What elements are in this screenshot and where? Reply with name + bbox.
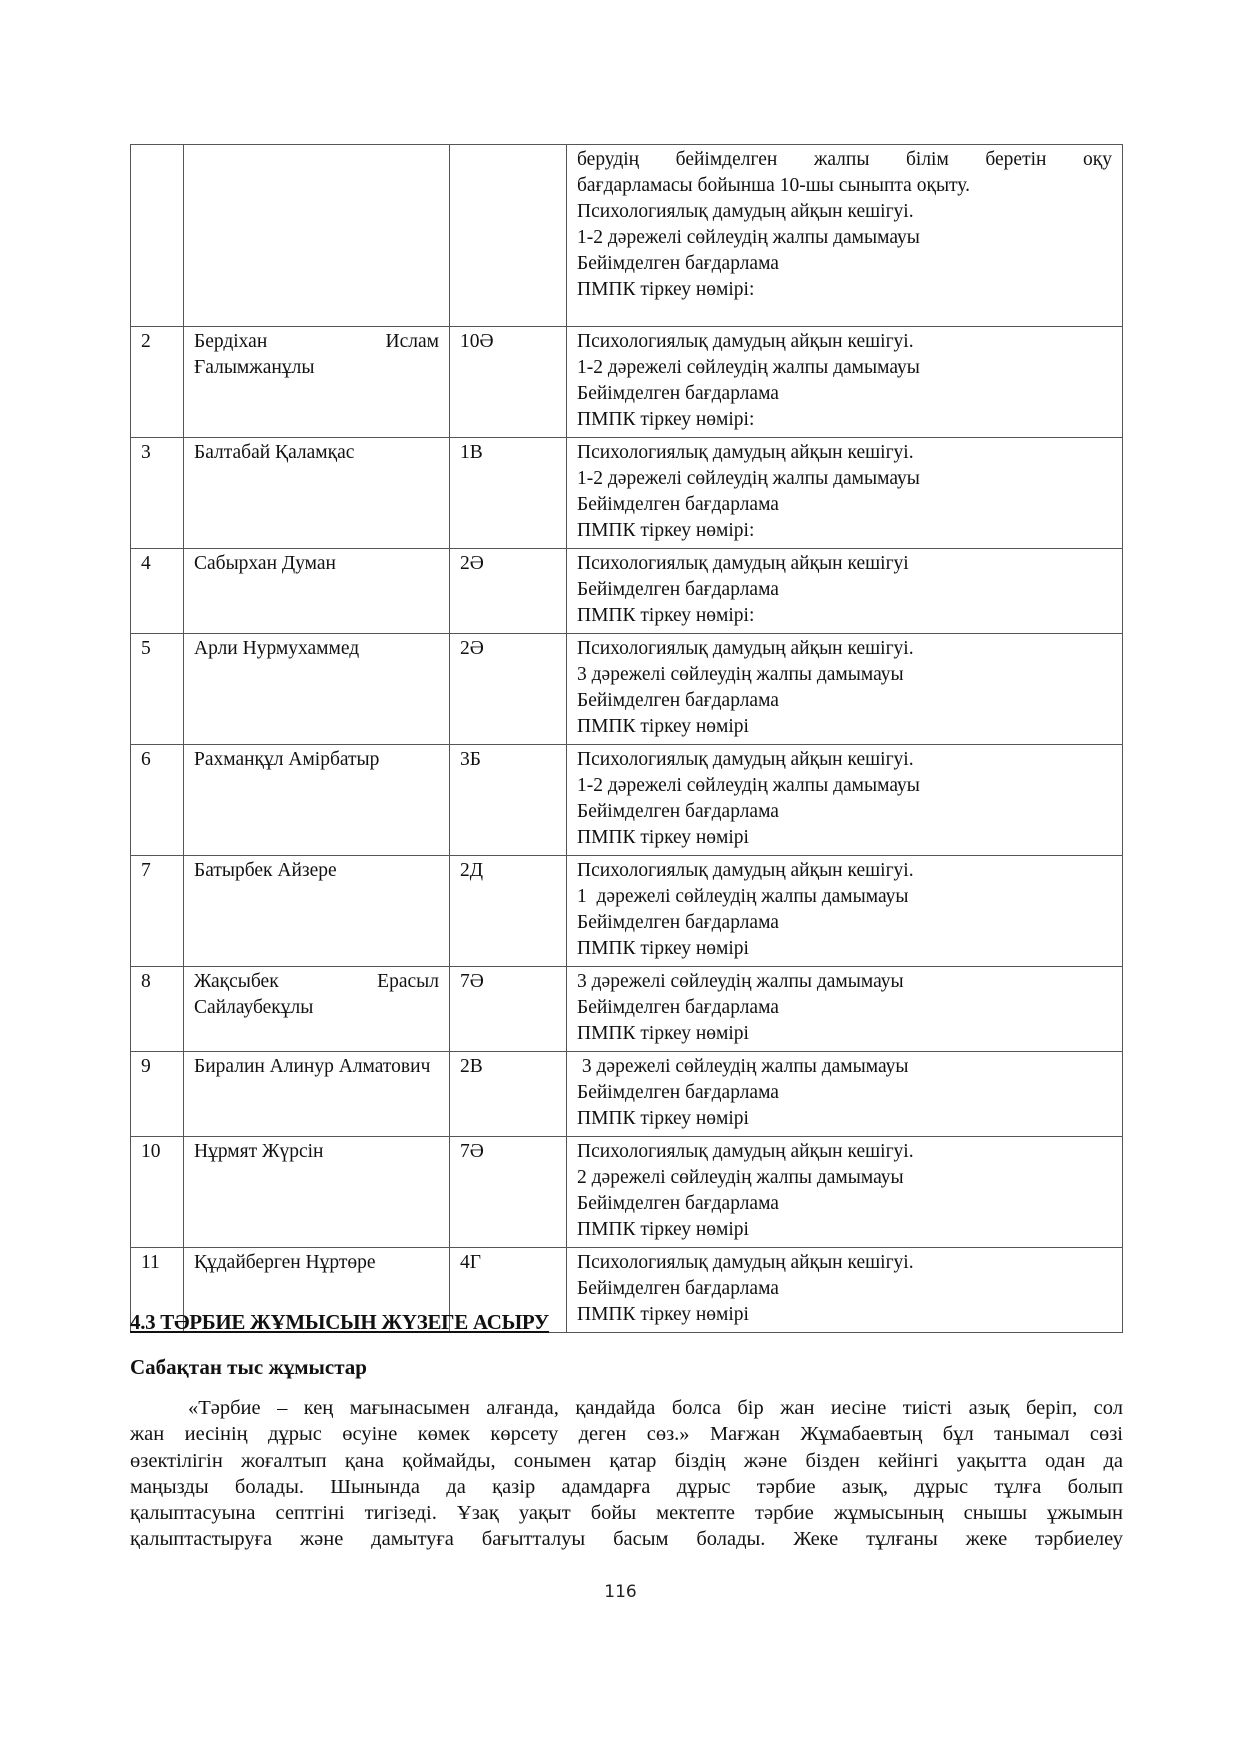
desc-line: 1-2 дәрежелі сөйлеудің жалпы дамымауы: [577, 227, 920, 248]
desc-line: Бейімделген бағдарлама: [577, 1278, 779, 1299]
students-table: [130, 144, 1123, 1333]
cell-description: [567, 967, 1123, 1052]
desc-line: Бейімделген бағдарлама: [577, 801, 779, 822]
cell-number: 3: [131, 438, 184, 549]
desc-line: Бейімделген бағдарлама: [577, 1193, 779, 1214]
cell-description: [567, 1248, 1123, 1333]
paragraph-line: «Тәрбие – кең мағынасымен алғанда, қандайда болса бір жан иесіне тиісті азық беріп, сол: [188, 1397, 1123, 1419]
desc-line: ПМПК тіркеу нөмірі:: [577, 520, 755, 541]
desc-line: Бейімделген бағдарлама: [577, 1082, 779, 1103]
cell-name: Рахманқұл Амірбатыр: [184, 745, 450, 856]
desc-line: 1-2 дәрежелі сөйлеудің жалпы дамымауы: [577, 357, 920, 378]
cell-description: [567, 327, 1123, 438]
desc-line: бағдарламасы бойынша 10-шы сыныпта оқыту.: [577, 175, 970, 196]
cell-description: [567, 745, 1123, 856]
cell-class: [450, 145, 567, 327]
desc-line: Бейімделген бағдарлама: [577, 494, 779, 515]
cell-class: 3Б: [450, 745, 567, 856]
desc-line: Психологиялық дамудың айқын кешігуі.: [577, 749, 914, 770]
cell-name: Жақсыбек Ерасыл Сайлаубекұлы: [184, 967, 450, 1052]
desc-line: 1 дәрежелі сөйлеудің жалпы дамымауы: [577, 886, 909, 907]
cell-name: Биралин Алинур Алматович: [184, 1052, 450, 1137]
cell-class: 10Ә: [450, 327, 567, 438]
cell-class: 2Ә: [450, 549, 567, 634]
section-subheading: Сабақтан тыс жұмыстар: [130, 1355, 367, 1379]
cell-number: 11: [131, 1248, 184, 1333]
cell-number: 8: [131, 967, 184, 1052]
desc-line: Психологиялық дамудың айқын кешігуі.: [577, 638, 914, 659]
desc-line: Психологиялық дамудың айқын кешігуі.: [577, 860, 914, 881]
cell-class: 2Д: [450, 856, 567, 967]
cell-description: [567, 634, 1123, 745]
table-row: [131, 327, 1123, 438]
desc-line: ПМПК тіркеу нөмірі: [577, 1108, 749, 1129]
cell-description: [567, 1052, 1123, 1137]
cell-name: [184, 145, 450, 327]
cell-name: Сабырхан Думан: [184, 549, 450, 634]
cell-description: [567, 145, 1123, 327]
desc-line: Бейімделген бағдарлама: [577, 997, 779, 1018]
table-row: [131, 634, 1123, 745]
cell-number: 5: [131, 634, 184, 745]
desc-line: ПМПК тіркеу нөмірі: [577, 938, 749, 959]
cell-description: [567, 549, 1123, 634]
desc-line: ПМПК тіркеу нөмірі: [577, 827, 749, 848]
paragraph-line: қалыптасуына септгіні тигізеді. Ұзақ уақыт бойы мектепте тәрбие жұмысының снышы ұжымын: [130, 1502, 1123, 1525]
desc-line: 1-2 дәрежелі сөйлеудің жалпы дамымауы: [577, 468, 920, 489]
desc-line: ПМПК тіркеу нөмірі: [577, 1304, 749, 1325]
desc-line: Психологиялық дамудың айқын кешігуі: [577, 553, 909, 574]
body-paragraph: [130, 1395, 1123, 1553]
desc-line: Психологиялық дамудың айқын кешігуі.: [577, 1141, 914, 1162]
table-row: [131, 967, 1123, 1052]
paragraph-line: жан иесінің дұрыс өсуіне көмек көрсету деген сөз.» Мағжан Жұмабаевтың бұл танымал сөзі: [130, 1423, 1123, 1446]
cell-number: 10: [131, 1137, 184, 1248]
cell-number: 7: [131, 856, 184, 967]
cell-number: [131, 145, 184, 327]
cell-class: 7Ә: [450, 967, 567, 1052]
desc-line: Бейімделген бағдарлама: [577, 253, 779, 274]
desc-line: 3 дәрежелі сөйлеудің жалпы дамымауы: [577, 664, 904, 685]
desc-line: Психологиялық дамудың айқын кешігуі.: [577, 201, 914, 222]
desc-line: ПМПК тіркеу нөмірі: [577, 716, 749, 737]
desc-line: берудің бейімделген жалпы білім беретін оқу: [577, 149, 1112, 170]
desc-line: ПМПК тіркеу нөмірі:: [577, 409, 755, 430]
table-row: [131, 1052, 1123, 1137]
desc-line: Бейімделген бағдарлама: [577, 579, 779, 600]
paragraph-line: қалыптастыруға және дамытуға бағытталуы басым болады. Жеке тұлғаны жеке тәрбиелеу: [130, 1528, 1123, 1551]
cell-class: 7Ә: [450, 1137, 567, 1248]
desc-line: ПМПК тіркеу нөмірі: [577, 1023, 749, 1044]
desc-line: Психологиялық дамудың айқын кешігуі.: [577, 1252, 914, 1273]
desc-line: ПМПК тіркеу нөмірі:: [577, 605, 755, 626]
desc-line: 3 дәрежелі сөйлеудің жалпы дамымауы: [577, 971, 904, 992]
cell-number: 6: [131, 745, 184, 856]
cell-class: 2Ә: [450, 634, 567, 745]
table-row: [131, 745, 1123, 856]
table-row: [131, 145, 1123, 327]
table-row: [131, 438, 1123, 549]
desc-line: Бейімделген бағдарлама: [577, 383, 779, 404]
cell-description: [567, 438, 1123, 549]
desc-line: Психологиялық дамудың айқын кешігуі.: [577, 331, 914, 352]
cell-class: 2В: [450, 1052, 567, 1137]
table-row: [131, 549, 1123, 634]
desc-line: Бейімделген бағдарлама: [577, 912, 779, 933]
cell-description: [567, 856, 1123, 967]
desc-line: ПМПК тіркеу нөмірі: [577, 1219, 749, 1240]
cell-name: Құдайберген Нұртөре: [184, 1248, 450, 1333]
desc-line: 2 дәрежелі сөйлеудің жалпы дамымауы: [577, 1167, 904, 1188]
cell-number: 2: [131, 327, 184, 438]
cell-description: [567, 1137, 1123, 1248]
cell-number: 4: [131, 549, 184, 634]
desc-line: ПМПК тіркеу нөмірі:: [577, 279, 755, 300]
cell-name: Батырбек Айзере: [184, 856, 450, 967]
desc-line: Бейімделген бағдарлама: [577, 690, 779, 711]
cell-name: Арли Нурмухаммед: [184, 634, 450, 745]
desc-line: 1-2 дәрежелі сөйлеудің жалпы дамымауы: [577, 775, 920, 796]
cell-name: Бердіхан Ислам Ғалымжанұлы: [184, 327, 450, 438]
cell-class: 1В: [450, 438, 567, 549]
paragraph-line: маңызды болады. Шынында да қазір адамдарға дұрыс тәрбие азық, дұрыс тұлға болып: [130, 1475, 1123, 1498]
paragraph-line: өзектілігін жоғалтып қана қоймайды, сонымен қатар біздің және бізден кейінгі уақытта одан да: [130, 1449, 1123, 1472]
cell-number: 9: [131, 1052, 184, 1137]
section-heading: 4.3 ТӘРБИЕ ЖҰМЫСЫН ЖҮЗЕГЕ АСЫРУ: [130, 1310, 550, 1334]
cell-class: 4Г: [450, 1248, 567, 1333]
desc-line: 3 дәрежелі сөйлеудің жалпы дамымауы: [577, 1056, 909, 1077]
table-row: [131, 1137, 1123, 1248]
page-number: 116: [604, 1582, 637, 1602]
cell-name: Балтабай Қаламқас: [184, 438, 450, 549]
cell-name: Нұрмят Жүрсін: [184, 1137, 450, 1248]
desc-line: Психологиялық дамудың айқын кешігуі.: [577, 442, 914, 463]
table-row: [131, 856, 1123, 967]
